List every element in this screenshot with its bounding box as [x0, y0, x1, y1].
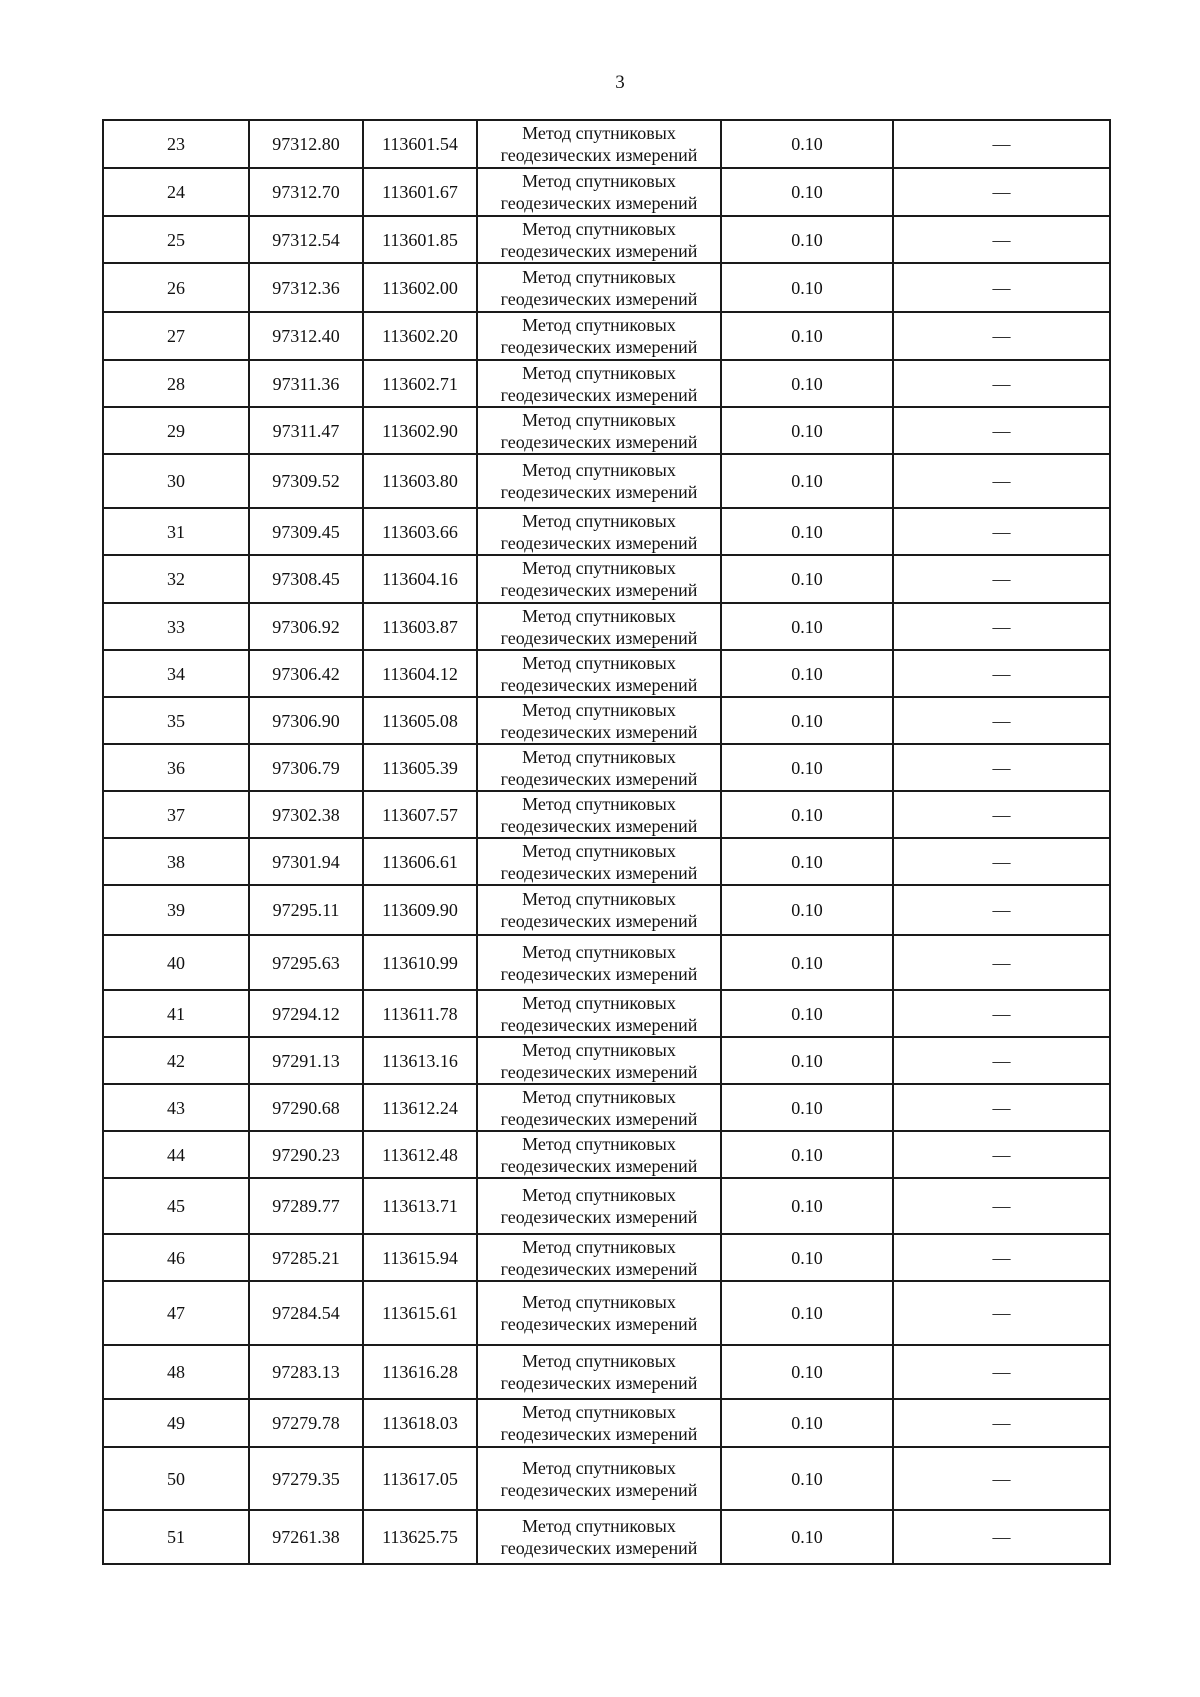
method-line: Метод спутниковых	[522, 1457, 676, 1478]
page-number: 3	[615, 72, 625, 93]
method-line: Метод спутниковых	[522, 1133, 676, 1154]
y-coordinate-cell: 113601.54	[363, 120, 477, 168]
note-cell: —	[893, 508, 1110, 555]
x-coordinate-cell: 97285.21	[249, 1234, 363, 1281]
note-cell: —	[893, 407, 1110, 454]
point-number-cell: 32	[103, 555, 249, 603]
table-row	[103, 791, 1110, 838]
table-row	[103, 1345, 1110, 1399]
y-coordinate-cell: 113605.08	[363, 697, 477, 744]
precision-cell: 0.10	[721, 838, 893, 885]
method-cell	[477, 1131, 721, 1178]
y-coordinate-cell: 113606.61	[363, 838, 477, 885]
method-line: Метод спутниковых	[522, 1185, 676, 1205]
y-coordinate-cell: 113612.48	[363, 1131, 477, 1178]
method-line: геодезических измерений	[500, 1108, 698, 1129]
precision-cell: 0.10	[721, 1281, 893, 1345]
point-number-cell: 47	[103, 1281, 249, 1345]
point-number-cell: 40	[103, 935, 249, 990]
precision-cell: 0.10	[721, 1234, 893, 1281]
note-cell: —	[893, 454, 1110, 508]
method-line: Метод спутниковых	[522, 1236, 676, 1257]
point-number-cell: 28	[103, 360, 249, 407]
precision-cell: 0.10	[721, 168, 893, 216]
precision-cell: 0.10	[721, 1510, 893, 1564]
note-cell: —	[893, 1447, 1110, 1510]
method-line: Метод спутниковых	[522, 840, 676, 861]
method-line: геодезических измерений	[500, 1014, 698, 1035]
method-line: Метод спутниковых	[522, 266, 676, 287]
precision-cell: 0.10	[721, 1131, 893, 1178]
point-number-cell: 44	[103, 1131, 249, 1178]
method-line: Метод спутниковых	[522, 1402, 676, 1422]
x-coordinate-cell: 97311.47	[249, 407, 363, 454]
table-row	[103, 168, 1110, 216]
method-cell	[477, 1178, 721, 1234]
x-coordinate-cell: 97295.11	[249, 885, 363, 935]
x-coordinate-cell: 97306.79	[249, 744, 363, 791]
method-line: геодезических измерений	[500, 145, 698, 165]
x-coordinate-cell: 97309.45	[249, 508, 363, 555]
table-row	[103, 508, 1110, 555]
note-cell: —	[893, 1345, 1110, 1399]
note-cell: —	[893, 1084, 1110, 1131]
x-coordinate-cell: 97279.35	[249, 1447, 363, 1510]
precision-cell: 0.10	[721, 1037, 893, 1084]
note-cell: —	[893, 650, 1110, 697]
method-line: геодезических измерений	[500, 1538, 698, 1558]
x-coordinate-cell: 97289.77	[249, 1178, 363, 1234]
precision-cell: 0.10	[721, 312, 893, 360]
precision-cell: 0.10	[721, 1178, 893, 1234]
table-row	[103, 1510, 1110, 1564]
method-line: геодезических измерений	[500, 1061, 698, 1082]
point-number-cell: 49	[103, 1399, 249, 1447]
table-row	[103, 935, 1110, 990]
point-number-cell: 46	[103, 1234, 249, 1281]
method-cell	[477, 1345, 721, 1399]
method-line: Метод спутниковых	[522, 992, 676, 1013]
table-row	[103, 120, 1110, 168]
x-coordinate-cell: 97283.13	[249, 1345, 363, 1399]
method-line: Метод спутниковых	[522, 699, 676, 720]
note-cell: —	[893, 935, 1110, 990]
method-cell	[477, 407, 721, 454]
y-coordinate-cell: 113602.00	[363, 263, 477, 312]
table-row	[103, 1084, 1110, 1131]
x-coordinate-cell: 97312.54	[249, 216, 363, 263]
y-coordinate-cell: 113601.85	[363, 216, 477, 263]
method-line: Метод спутниковых	[522, 1351, 676, 1371]
note-cell: —	[893, 1178, 1110, 1234]
method-line: Метод спутниковых	[522, 218, 676, 239]
x-coordinate-cell: 97284.54	[249, 1281, 363, 1345]
precision-cell: 0.10	[721, 454, 893, 508]
x-coordinate-cell: 97261.38	[249, 1510, 363, 1564]
precision-cell: 0.10	[721, 990, 893, 1037]
point-number-cell: 38	[103, 838, 249, 885]
y-coordinate-cell: 113602.71	[363, 360, 477, 407]
method-line: геодезических измерений	[500, 911, 698, 931]
precision-cell: 0.10	[721, 407, 893, 454]
method-line: Метод спутниковых	[522, 510, 676, 531]
method-line: геодезических измерений	[500, 431, 698, 452]
y-coordinate-cell: 113618.03	[363, 1399, 477, 1447]
table-row	[103, 360, 1110, 407]
table-row	[103, 407, 1110, 454]
method-line: Метод спутниковых	[522, 460, 676, 480]
method-line: Метод спутниковых	[522, 746, 676, 767]
method-line: геодезических измерений	[500, 532, 698, 553]
x-coordinate-cell: 97309.52	[249, 454, 363, 508]
method-cell	[477, 1399, 721, 1447]
precision-cell: 0.10	[721, 120, 893, 168]
method-line: Метод спутниковых	[522, 123, 676, 143]
method-line: Метод спутниковых	[522, 1086, 676, 1107]
method-cell	[477, 1037, 721, 1084]
x-coordinate-cell: 97290.68	[249, 1084, 363, 1131]
table-row	[103, 1178, 1110, 1234]
method-line: геодезических измерений	[500, 1479, 698, 1500]
precision-cell: 0.10	[721, 1345, 893, 1399]
method-line: геодезических измерений	[500, 815, 698, 836]
precision-cell: 0.10	[721, 744, 893, 791]
method-line: Метод спутниковых	[522, 1516, 676, 1536]
method-cell	[477, 508, 721, 555]
method-line: геодезических измерений	[500, 862, 698, 883]
table-row	[103, 885, 1110, 935]
note-cell: —	[893, 216, 1110, 263]
note-cell: —	[893, 838, 1110, 885]
method-line: геодезических измерений	[500, 627, 698, 648]
method-line: геодезических измерений	[500, 384, 698, 405]
point-number-cell: 51	[103, 1510, 249, 1564]
note-cell: —	[893, 744, 1110, 791]
y-coordinate-cell: 113604.12	[363, 650, 477, 697]
method-line: геодезических измерений	[500, 240, 698, 261]
precision-cell: 0.10	[721, 697, 893, 744]
method-line: Метод спутниковых	[522, 605, 676, 626]
method-cell	[477, 1281, 721, 1345]
note-cell: —	[893, 1399, 1110, 1447]
method-cell	[477, 990, 721, 1037]
method-line: геодезических измерений	[500, 674, 698, 695]
method-cell	[477, 360, 721, 407]
note-cell: —	[893, 312, 1110, 360]
note-cell: —	[893, 1281, 1110, 1345]
point-number-cell: 39	[103, 885, 249, 935]
method-cell	[477, 885, 721, 935]
y-coordinate-cell: 113613.16	[363, 1037, 477, 1084]
method-line: Метод спутниковых	[522, 362, 676, 383]
method-line: Метод спутниковых	[522, 941, 676, 962]
precision-cell: 0.10	[721, 650, 893, 697]
note-cell: —	[893, 168, 1110, 216]
method-cell	[477, 1234, 721, 1281]
y-coordinate-cell: 113611.78	[363, 990, 477, 1037]
table-row	[103, 838, 1110, 885]
method-line: Метод спутниковых	[522, 793, 676, 814]
point-number-cell: 23	[103, 120, 249, 168]
precision-cell: 0.10	[721, 885, 893, 935]
y-coordinate-cell: 113615.61	[363, 1281, 477, 1345]
precision-cell: 0.10	[721, 1084, 893, 1131]
method-cell	[477, 744, 721, 791]
note-cell: —	[893, 555, 1110, 603]
method-line: геодезических измерений	[500, 482, 698, 502]
x-coordinate-cell: 97312.36	[249, 263, 363, 312]
point-number-cell: 45	[103, 1178, 249, 1234]
precision-cell: 0.10	[721, 1447, 893, 1510]
method-line: Метод спутниковых	[522, 652, 676, 673]
table-row	[103, 1234, 1110, 1281]
note-cell: —	[893, 990, 1110, 1037]
y-coordinate-cell: 113604.16	[363, 555, 477, 603]
point-number-cell: 36	[103, 744, 249, 791]
coordinates-table	[102, 119, 1111, 1565]
table-row	[103, 1447, 1110, 1510]
precision-cell: 0.10	[721, 935, 893, 990]
method-cell	[477, 791, 721, 838]
y-coordinate-cell: 113615.94	[363, 1234, 477, 1281]
table-row	[103, 650, 1110, 697]
method-line: геодезических измерений	[500, 768, 698, 789]
table-row	[103, 1037, 1110, 1084]
method-cell	[477, 1510, 721, 1564]
table-row	[103, 744, 1110, 791]
note-cell: —	[893, 1510, 1110, 1564]
method-cell	[477, 1084, 721, 1131]
point-number-cell: 33	[103, 603, 249, 650]
table-row	[103, 603, 1110, 650]
point-number-cell: 30	[103, 454, 249, 508]
method-line: геодезических измерений	[500, 1207, 698, 1227]
x-coordinate-cell: 97295.63	[249, 935, 363, 990]
y-coordinate-cell: 113603.66	[363, 508, 477, 555]
x-coordinate-cell: 97291.13	[249, 1037, 363, 1084]
x-coordinate-cell: 97312.70	[249, 168, 363, 216]
point-number-cell: 42	[103, 1037, 249, 1084]
note-cell: —	[893, 603, 1110, 650]
method-line: геодезических измерений	[500, 1258, 698, 1279]
precision-cell: 0.10	[721, 1399, 893, 1447]
method-cell	[477, 120, 721, 168]
method-line: Метод спутниковых	[522, 1292, 676, 1312]
y-coordinate-cell: 113607.57	[363, 791, 477, 838]
x-coordinate-cell: 97294.12	[249, 990, 363, 1037]
note-cell: —	[893, 360, 1110, 407]
y-coordinate-cell: 113613.71	[363, 1178, 477, 1234]
method-line: геодезических измерений	[500, 337, 698, 357]
table-row	[103, 216, 1110, 263]
y-coordinate-cell: 113603.80	[363, 454, 477, 508]
method-line: Метод спутниковых	[522, 558, 676, 578]
note-cell: —	[893, 1234, 1110, 1281]
x-coordinate-cell: 97312.80	[249, 120, 363, 168]
x-coordinate-cell: 97302.38	[249, 791, 363, 838]
y-coordinate-cell: 113625.75	[363, 1510, 477, 1564]
x-coordinate-cell: 97290.23	[249, 1131, 363, 1178]
method-cell	[477, 935, 721, 990]
precision-cell: 0.10	[721, 263, 893, 312]
method-line: Метод спутниковых	[522, 171, 676, 191]
table-row	[103, 555, 1110, 603]
precision-cell: 0.10	[721, 555, 893, 603]
precision-cell: 0.10	[721, 508, 893, 555]
x-coordinate-cell: 97312.40	[249, 312, 363, 360]
method-cell	[477, 168, 721, 216]
y-coordinate-cell: 113610.99	[363, 935, 477, 990]
method-line: геодезических измерений	[500, 193, 698, 213]
method-line: геодезических измерений	[500, 963, 698, 984]
method-line: геодезических измерений	[500, 1155, 698, 1176]
y-coordinate-cell: 113609.90	[363, 885, 477, 935]
precision-cell: 0.10	[721, 216, 893, 263]
x-coordinate-cell: 97306.42	[249, 650, 363, 697]
method-cell	[477, 263, 721, 312]
table-row	[103, 1131, 1110, 1178]
point-number-cell: 43	[103, 1084, 249, 1131]
method-line: геодезических измерений	[500, 288, 698, 309]
y-coordinate-cell: 113605.39	[363, 744, 477, 791]
precision-cell: 0.10	[721, 360, 893, 407]
point-number-cell: 29	[103, 407, 249, 454]
y-coordinate-cell: 113602.90	[363, 407, 477, 454]
table-row	[103, 697, 1110, 744]
point-number-cell: 48	[103, 1345, 249, 1399]
precision-cell: 0.10	[721, 603, 893, 650]
method-line: Метод спутниковых	[522, 1039, 676, 1060]
method-line: Метод спутниковых	[522, 409, 676, 430]
table-row	[103, 263, 1110, 312]
note-cell: —	[893, 263, 1110, 312]
point-number-cell: 34	[103, 650, 249, 697]
point-number-cell: 24	[103, 168, 249, 216]
note-cell: —	[893, 885, 1110, 935]
method-cell	[477, 454, 721, 508]
x-coordinate-cell: 97306.92	[249, 603, 363, 650]
y-coordinate-cell: 113616.28	[363, 1345, 477, 1399]
method-line: Метод спутниковых	[522, 315, 676, 335]
method-line: геодезических измерений	[500, 1373, 698, 1393]
x-coordinate-cell: 97311.36	[249, 360, 363, 407]
x-coordinate-cell: 97279.78	[249, 1399, 363, 1447]
method-cell	[477, 650, 721, 697]
point-number-cell: 25	[103, 216, 249, 263]
point-number-cell: 31	[103, 508, 249, 555]
method-line: Метод спутниковых	[522, 889, 676, 909]
point-number-cell: 35	[103, 697, 249, 744]
x-coordinate-cell: 97308.45	[249, 555, 363, 603]
method-cell	[477, 603, 721, 650]
table-row	[103, 990, 1110, 1037]
method-cell	[477, 555, 721, 603]
x-coordinate-cell: 97306.90	[249, 697, 363, 744]
note-cell: —	[893, 1131, 1110, 1178]
y-coordinate-cell: 113612.24	[363, 1084, 477, 1131]
method-cell	[477, 1447, 721, 1510]
method-cell	[477, 697, 721, 744]
method-line: геодезических измерений	[500, 1314, 698, 1334]
table-row	[103, 1399, 1110, 1447]
method-cell	[477, 312, 721, 360]
note-cell: —	[893, 791, 1110, 838]
y-coordinate-cell: 113601.67	[363, 168, 477, 216]
point-number-cell: 37	[103, 791, 249, 838]
y-coordinate-cell: 113603.87	[363, 603, 477, 650]
point-number-cell: 26	[103, 263, 249, 312]
y-coordinate-cell: 113602.20	[363, 312, 477, 360]
y-coordinate-cell: 113617.05	[363, 1447, 477, 1510]
point-number-cell: 27	[103, 312, 249, 360]
table-row	[103, 454, 1110, 508]
note-cell: —	[893, 1037, 1110, 1084]
method-line: геодезических измерений	[500, 580, 698, 600]
note-cell: —	[893, 697, 1110, 744]
precision-cell: 0.10	[721, 791, 893, 838]
method-cell	[477, 216, 721, 263]
table-row	[103, 312, 1110, 360]
note-cell: —	[893, 120, 1110, 168]
point-number-cell: 41	[103, 990, 249, 1037]
x-coordinate-cell: 97301.94	[249, 838, 363, 885]
point-number-cell: 50	[103, 1447, 249, 1510]
coordinates-table-body	[103, 120, 1110, 1564]
method-line: геодезических измерений	[500, 1424, 698, 1444]
table-row	[103, 1281, 1110, 1345]
method-cell	[477, 838, 721, 885]
method-line: геодезических измерений	[500, 721, 698, 742]
